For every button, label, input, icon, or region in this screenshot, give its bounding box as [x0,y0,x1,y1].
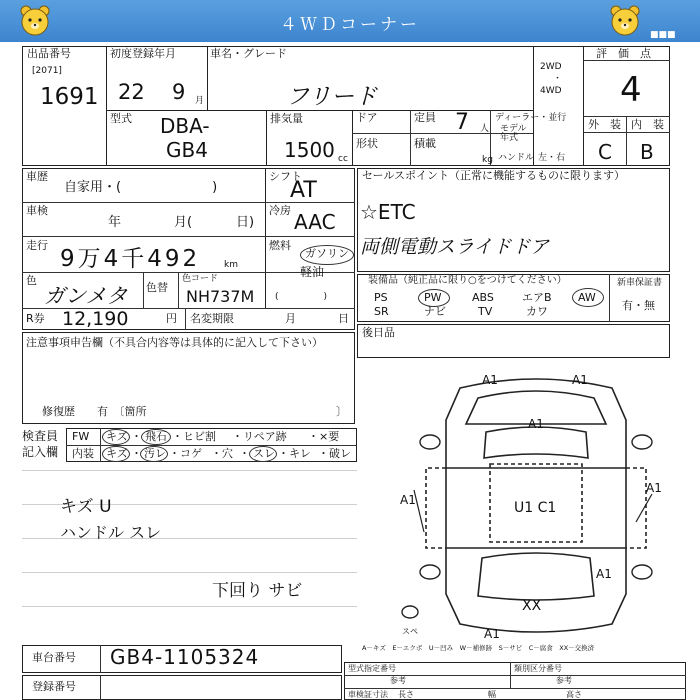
dmg-mark-spare: スペ [402,627,418,636]
ac-value: AAC [294,210,336,234]
usage-value: 自家用・( ) [64,180,218,195]
capacity-unit: 人 [480,124,490,134]
usage-label: 車歴 [26,170,48,183]
category-label: 類別区分番号 [514,664,562,673]
fw-item-3: ・ヒビ割 [172,430,216,443]
inspection-year: 年 [108,215,122,230]
dimensions-length: 長さ [398,690,414,699]
car-damage-diagram [390,372,682,640]
lot-label: 出品番号 [27,47,71,60]
grade-label: 評 価 点 [596,47,651,60]
type-approval-ref: 参考 [390,676,406,685]
bear-logo-icon [608,4,642,36]
repair-history: 修復歴 有 〔箇所 [42,405,147,418]
name-change-day: 日 [338,312,349,325]
fuel-paren: ( ) [275,292,328,302]
note-2: ハンドル スレ [60,523,162,542]
warranty-label: 新車保証書 [617,278,663,288]
dmg-mark-left-side: A1 [400,493,416,507]
lot-number: 1691 [40,84,99,110]
dmg-mark-front-right: A1 [572,373,588,387]
sales-points-label: セールスポイント（正常に機能するものに限ります） [362,169,626,182]
dmg-mark-rear-bumper: A1 [484,627,500,640]
dmg-mark-rear-glass: XX [522,598,542,614]
int-item-5: ・ [239,447,250,460]
grade-score: 4 [620,70,642,110]
first-reg-month: 9 [172,80,186,104]
load-label: 積載 [414,137,436,150]
int-item-0: キズ [106,447,128,460]
load-unit: kg [482,155,493,165]
grade-exterior-label: 外 装 [588,118,621,131]
equip-navi: ナビ [424,305,446,318]
recycle-unit: 円 [166,312,177,325]
displacement-label: 排気量 [270,112,303,125]
dimensions-label: 車検証寸法 [348,690,388,699]
capacity-label: 定員 [414,111,436,124]
dealer-label: ディーラー・並行 [495,113,567,123]
repair-history-end: 〕 [336,405,347,418]
handle-options: 左・右 [538,153,566,163]
dmg-mark-front-left: A1 [482,373,498,387]
registration-label: 登録番号 [32,680,76,693]
header-banner [0,0,700,42]
fw-item-5: ・×要 [308,430,340,443]
mileage-unit: km [224,260,238,270]
first-reg-month-suffix: 月 [195,96,205,106]
color-code-label: 色コード [182,274,219,284]
chassis-label: 車台番号 [32,651,76,664]
type-line2: GB4 [166,138,208,162]
chassis-value: GB4-1105324 [110,645,260,669]
recycle-value: 12,190 [62,308,129,330]
int-item-3: ・コゲ [169,447,202,460]
sales-point-2: 両側電動スライドドア [360,236,549,258]
fuel-label: 燃料 [269,239,291,252]
sales-point-1: ☆ETC [360,200,416,224]
fw-item-4: ・リペア跡 [232,430,287,443]
banner-edge-text: ■■■ [650,30,676,40]
inspector-label-2: 記入欄 [22,445,59,459]
color-value: ガンメタ [44,284,128,308]
type-line1: DBA- [160,114,210,138]
int-item-7: ・キレ [278,447,311,460]
color-code: NH737M [186,287,255,306]
shape-label: 形状 [356,137,378,150]
dmg-mark-roof: U1 C1 [514,500,557,516]
equip-pw: PW [424,291,442,304]
repaint-label: 色替 [146,281,168,294]
note-3: 下回り サビ [212,581,303,601]
inspector-label-1: 検査員 [22,429,59,443]
type-label: 型式 [110,112,132,125]
diagram-legend: A－キズ E－エクボ U－凹み W－補修跡 S－サビ C－腐食 XX－交換済 [362,644,595,652]
fw-label: FW [72,430,90,443]
mileage-value: 9万4千492 [60,246,201,272]
wheel-icons [402,435,652,618]
int-item-6: スレ [253,447,275,460]
fw-item-2: 飛石 [145,430,167,443]
dmg-mark-right-side: A1 [646,481,662,495]
shift-value: AT [290,178,317,203]
int-item-1: ・ [131,447,142,460]
shift-label: シフト [269,170,302,183]
equip-abs: ABS [472,291,494,304]
color-label: 色 [26,274,37,287]
door-label: ドア [356,111,378,124]
notes-label: 注意事項申告欄（不具合内容等は具体的に記入して下さい） [26,336,323,349]
page-title: ４ＷＤコーナー [280,15,420,35]
ac-label: 冷房 [269,204,291,217]
fuel-gasoline: ガソリン [305,247,349,260]
equip-ps: PS [374,291,388,304]
note-1: キズ U [60,497,112,517]
displacement-value: 1500 [284,138,335,162]
drive-4wd: 4WD [540,86,562,96]
name-change-label: 名変期限 [190,312,234,325]
equip-airbag: エアB [522,291,552,304]
grade-interior-label: 内 装 [631,118,664,131]
model-name: フリード [286,84,378,110]
handle-label: ハンドル [498,153,535,163]
equipment-label: 装備品（純正品に限り○をつけてください） [368,275,567,286]
first-reg-label: 初度登録年月 [110,47,176,60]
equip-tv: TV [478,305,493,318]
int-item-2: 汚レ [144,447,166,460]
warranty-value: 有・無 [622,299,655,312]
capacity-value: 7 [455,110,469,135]
category-ref: 参考 [556,676,572,685]
drive-2wd: 2WD [540,62,562,72]
mileage-label: 走行 [26,239,48,252]
type-approval-label: 型式指定番号 [348,664,396,673]
drive-dot: ・ [553,74,563,84]
fuel-diesel: 軽油 [300,265,325,279]
post-install-box [357,324,670,358]
int-item-8: ・破レ [318,447,351,460]
dmg-mark-rear: A1 [596,567,612,581]
grade-exterior: C [598,140,612,164]
inspector-section [22,428,357,462]
recycle-label: R券 [26,312,45,325]
dimensions-width: 幅 [488,690,496,699]
equip-leather: カワ [526,305,548,318]
dmg-mark-hood: A1 [528,417,544,431]
inspection-month: 月( [174,215,193,230]
inspection-label: 車検 [26,204,48,217]
model-label: 車名・グレード [210,47,287,60]
equip-sr: SR [374,305,389,318]
displacement-unit: cc [338,154,348,164]
fw-item-1: ・ [131,430,142,443]
int-item-4: ・穴 [211,447,233,460]
lot-sub: [2071] [32,66,62,76]
model-year-label2: 年式 [500,133,519,143]
model-year-label1: モデル [500,124,527,134]
equip-aw: AW [578,291,596,304]
inspection-day: 日) [236,215,255,230]
dimensions-height: 高さ [566,690,582,699]
interior-label: 内装 [72,447,94,460]
first-reg-year: 22 [118,80,145,104]
post-install-label: 後日品 [362,326,395,339]
fw-item-0: キズ [106,430,128,443]
name-change-month: 月 [285,312,296,325]
grade-interior: B [640,140,654,164]
